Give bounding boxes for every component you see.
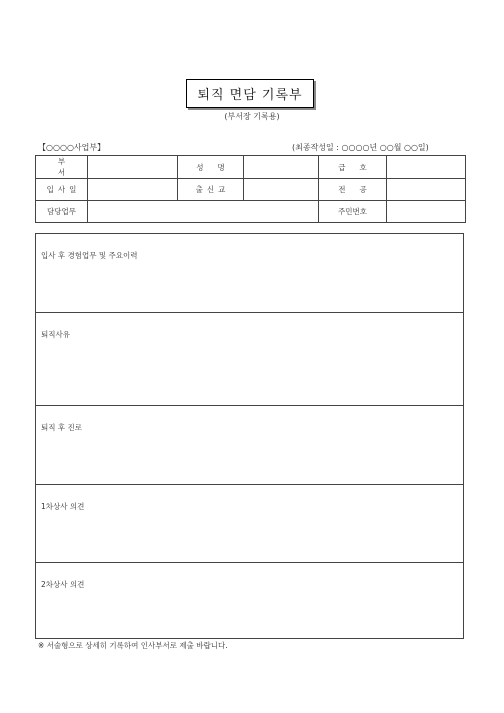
field-department[interactable] (88, 156, 178, 179)
table-row (36, 156, 466, 179)
field-grade[interactable] (387, 156, 466, 179)
field-name[interactable] (244, 156, 319, 179)
field-school[interactable] (244, 179, 319, 201)
label-join-date: 입사일 (36, 179, 88, 201)
label-name: 성명 (178, 156, 244, 179)
document-title: 퇴직 면담 기록부 (186, 79, 314, 108)
table-row (36, 201, 466, 223)
section-experience[interactable] (36, 234, 463, 312)
department-name: 【○○○○사업부】 (38, 143, 106, 152)
field-major[interactable] (387, 179, 466, 201)
section-label: 2차상사 의견 (41, 580, 85, 589)
final-date: (최종작성일 : ○○○○년 ○○월 ○○일) (292, 143, 429, 152)
section-reason[interactable] (36, 312, 463, 405)
field-join-date[interactable] (88, 179, 178, 201)
section-first-supervisor[interactable] (36, 484, 463, 562)
employee-info-table (35, 155, 466, 223)
footnote: ※ 서술형으로 상세히 기록하여 인사부서로 제출 바랍니다. (38, 641, 228, 650)
label-duty: 담당업무 (36, 201, 88, 223)
label-grade: 급호 (319, 156, 387, 179)
label-school: 출신교 (178, 179, 244, 201)
field-duty[interactable] (88, 201, 319, 223)
section-label: 1차상사 의견 (41, 502, 85, 511)
section-label: 퇴직사유 (41, 330, 70, 339)
interview-sections (35, 233, 464, 639)
document-subtitle: (부서장 기록용) (224, 112, 280, 121)
section-label: 입사 후 경험업무 및 주요이력 (41, 251, 138, 260)
field-resident-number[interactable] (387, 201, 466, 223)
section-second-supervisor[interactable] (36, 562, 463, 638)
table-row (36, 179, 466, 201)
label-major: 전공 (319, 179, 387, 201)
label-resident-number: 주민번호 (319, 201, 387, 223)
section-label: 퇴직 후 진로 (41, 423, 82, 432)
section-career-path[interactable] (36, 405, 463, 484)
label-department: 부서 (36, 156, 88, 179)
